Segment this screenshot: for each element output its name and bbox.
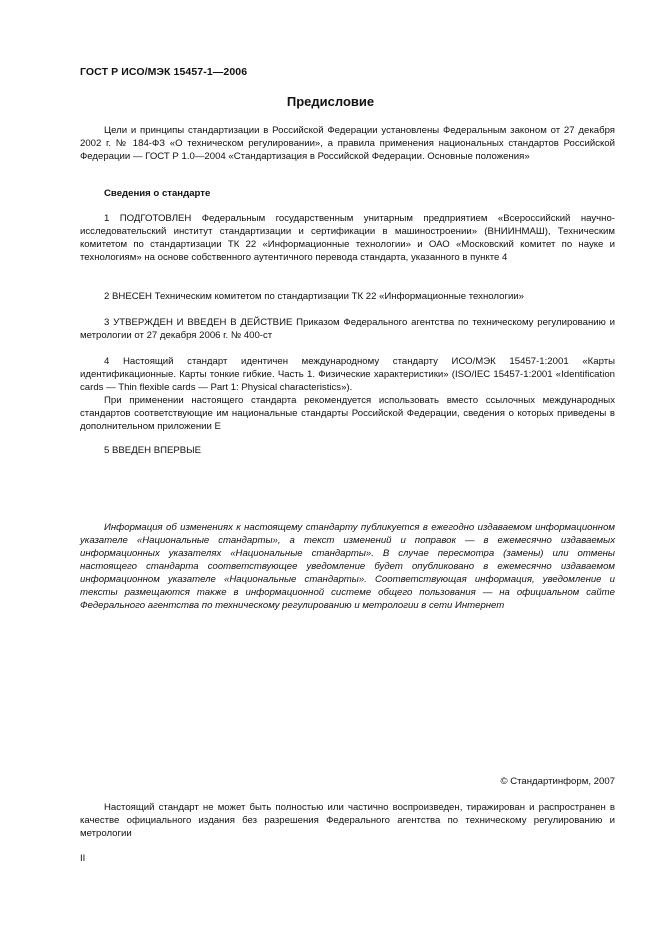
intro-paragraph bbox=[80, 124, 615, 163]
subheading: Сведения о стандарте bbox=[104, 188, 211, 199]
info-text: Информация об изменениях к настоящему стандарту публикуется в ежегодно издаваемом информационном указателе «Национальные стандарты», а текст изменений и поправок — в ежемесячно издаваемых информационных указателях «Национальные стандарты». В случае пересмотра (замены) или отмены настоящего стандарта соответствующее уведомление будет опубликовано в ежемесячно издаваемом информационном указателе «Национальные стандарты». Соответствующая информация, уведомление и тексты размещаются также в информационной системе общего пользования — на официальном сайте Федерального агентства по техническому регулированию и метрологии в сети Интернет bbox=[80, 522, 615, 611]
notice-paragraph bbox=[80, 801, 615, 840]
item-3 bbox=[80, 316, 615, 342]
item-3-text: 3 УТВЕРЖДЕН И ВВЕДЕН В ДЕЙСТВИЕ Приказом Федерального агентства по техническому регулированию и метрологии от 27 декабря 2006 г. № 400-ст bbox=[80, 317, 615, 341]
info-paragraph bbox=[80, 521, 615, 612]
item-4 bbox=[80, 355, 615, 433]
copyright: © Стандартинформ, 2007 bbox=[500, 776, 615, 787]
notice-text: Настоящий стандарт не может быть полностью или частично воспроизведен, тиражирован и распространен в качестве официального издания без разрешения Федерального агентства по техническому регулированию и метрологии bbox=[80, 802, 615, 839]
item-1-text: 1 ПОДГОТОВЛЕН Федеральным государственным унитарным предприятием «Всероссийский научно-исследовательский институт стандартизации и сертификации в машиностроении» (ВНИИНМАШ), Техническим комитетом по стандартизации ТК 22 «Информационные технологии» и ОАО «Московский комитет по науке и технологиям» на основе собственного аутентичного перевода стандарта, указанного в пункте 4 bbox=[80, 213, 615, 263]
item-4-note: При применении настоящего стандарта рекомендуется использовать вместо ссылочных международных стандартов соответствующие им национальные стандарты Российской Федерации, сведения о которых приведены в дополнительном приложении Е bbox=[80, 395, 615, 432]
item-2-text: 2 ВНЕСЕН Техническим комитетом по стандартизации ТК 22 «Информационные технологии» bbox=[104, 291, 524, 302]
item-4-text: 4 Настоящий стандарт идентичен международному стандарту ИСО/МЭК 15457-1:2001 «Карты идентификационные. Карты тонкие гибкие. Часть 1. Физические характеристики» (ISO/IEC 15457-1:2001 «Identification cards — Thin flexible cards — Part 1: Physical characteristics»). bbox=[80, 356, 615, 393]
running-header: ГОСТ Р ИСО/МЭК 15457-1—2006 bbox=[80, 66, 248, 78]
intro-text: Цели и принципы стандартизации в Российской Федерации установлены Федеральным законом от 27 декабря 2002 г. № 184-ФЗ «О техническом регулировании», а правила применения национальных стандартов Российской Федерации — ГОСТ Р 1.0—2004 «Стандартизация в Российской Федерации. Основные положения» bbox=[80, 125, 615, 162]
page-number: II bbox=[80, 853, 86, 864]
item-2 bbox=[80, 290, 615, 303]
item-1 bbox=[80, 212, 615, 264]
item-5 bbox=[80, 444, 615, 457]
section-title: Предисловие bbox=[286, 94, 375, 109]
item-5-text: 5 ВВЕДЕН ВПЕРВЫЕ bbox=[104, 445, 202, 456]
